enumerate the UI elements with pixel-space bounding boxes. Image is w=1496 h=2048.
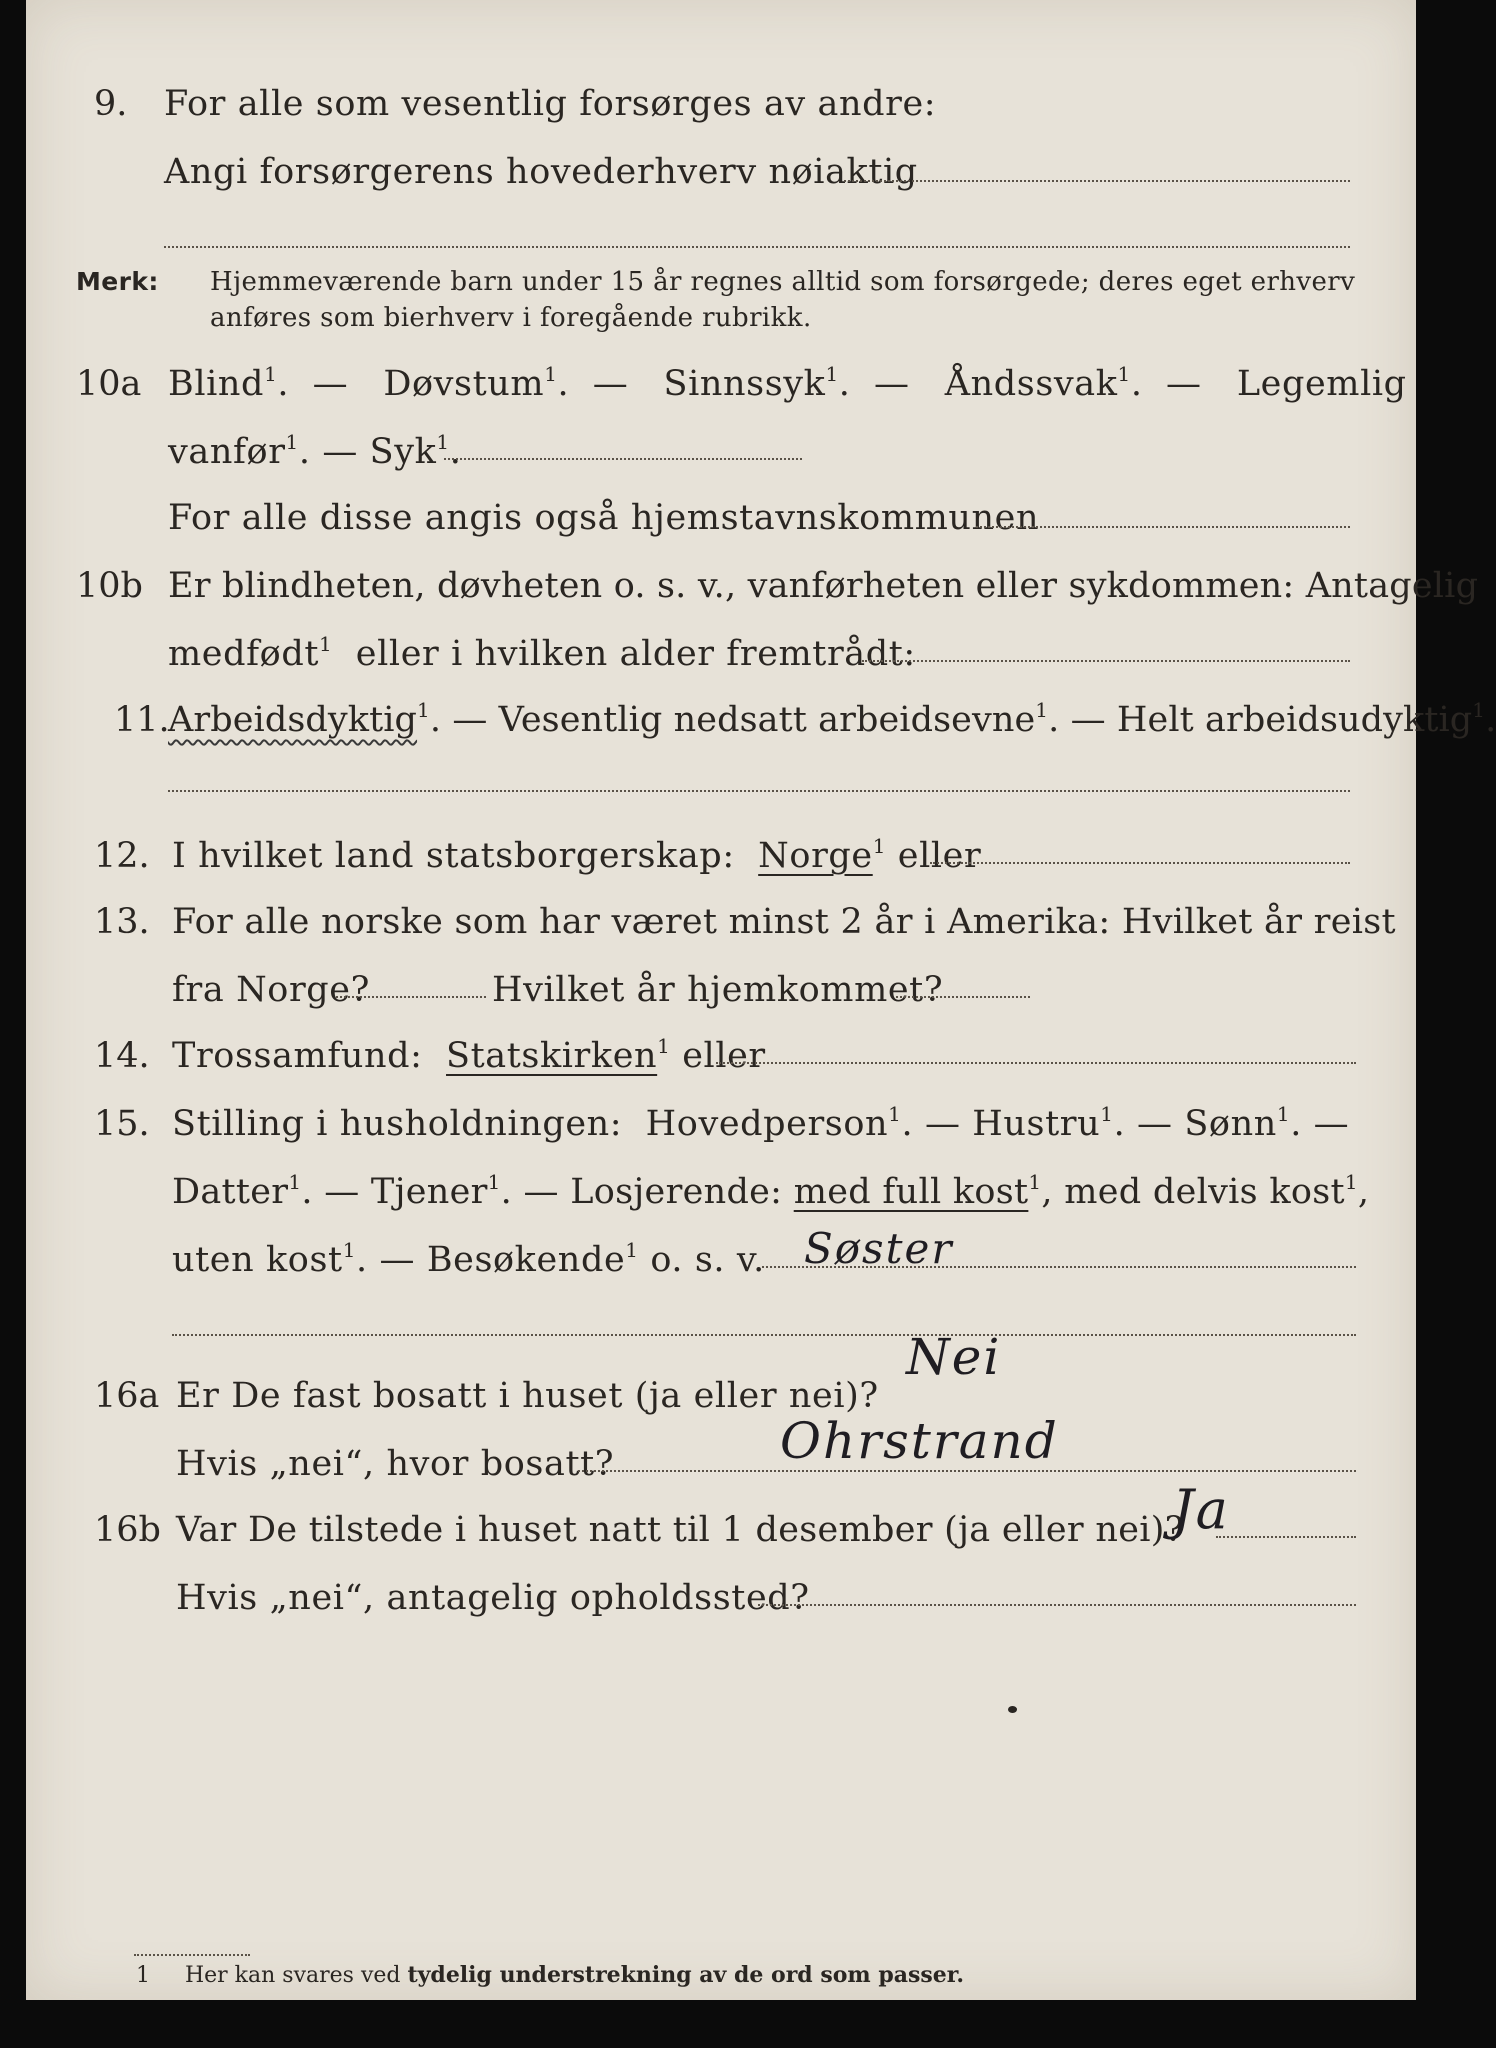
- q12-answer-line: [930, 862, 1350, 864]
- q11-options: Arbeidsdyktig$^1$. — Vesentlig nedsatt arbeidsevne$^1$. — Helt arbeidsudyktig$^1$.: [168, 698, 1496, 740]
- option-udyktig: Helt arbeidsudyktig: [1116, 700, 1473, 740]
- q10b-number: 10b: [76, 566, 143, 606]
- q14-suffix: eller: [682, 1036, 766, 1076]
- q12-prefix: I hvilket land statsborgerskap:: [172, 836, 735, 876]
- option-datter: Datter: [172, 1172, 289, 1212]
- option-syk: Syk: [369, 432, 437, 472]
- option-hustru: Hustru: [972, 1104, 1101, 1144]
- q15-prefix: Stilling i husholdningen:: [172, 1104, 623, 1144]
- footnote-mark: 1: [136, 1963, 150, 1988]
- q16a-question: Er De fast bosatt i huset (ja eller nei)?: [176, 1376, 879, 1416]
- q12-question: I hvilket land statsborgerskap: Norge$^1$ eller: [172, 834, 982, 876]
- q13-number: 13.: [94, 902, 150, 942]
- q9-number: 9.: [94, 84, 128, 124]
- q10b-answer-line: [862, 660, 1350, 662]
- option-medfodt: medfødt: [168, 634, 320, 674]
- q16b-answer-line-2: [758, 1604, 1356, 1606]
- q16b-handwritten-answer: Ja: [1172, 1478, 1230, 1541]
- q10b-question: Er blindheten, døvheten o. s. v., vanførheten eller sykdommen: Antagelig: [168, 566, 1479, 606]
- option-besokende: Besøkende: [426, 1240, 626, 1280]
- option-uten-kost: uten kost: [172, 1240, 343, 1280]
- q15-answer-line-2: [172, 1334, 1356, 1336]
- q16a-handwritten-answer-2: Ohrstrand: [780, 1412, 1059, 1470]
- option-full-kost: med full kost: [793, 1172, 1029, 1212]
- q15-options-2: Datter$^1$. — Tjener$^1$. — Losjerende: med full kost$^1$, med delvis kost$^1$,: [172, 1170, 1370, 1212]
- q16a-answer-line: [578, 1470, 1356, 1472]
- q10a-number: 10a: [76, 364, 142, 404]
- option-nedsatt: Vesentlig nedsatt arbeidsevne: [498, 700, 1036, 740]
- q15-options-3: uten kost$^1$. — Besøkende$^1$ o. s. v.: [172, 1238, 765, 1280]
- q12-number: 12.: [94, 836, 150, 876]
- option-blind: Blind: [168, 364, 265, 404]
- option-vanfor: vanfør: [168, 432, 286, 472]
- option-dovstum: Døvstum: [383, 364, 545, 404]
- q15-handwritten-answer: Søster: [804, 1224, 954, 1273]
- form-page: [26, 0, 1496, 2000]
- q9-answer-line-2: [164, 246, 1350, 248]
- option-sinnssyk: Sinnssyk: [663, 364, 826, 404]
- ink-spot: [1008, 1706, 1017, 1713]
- q16b-question-2: Hvis „nei“, antagelig opholdssted?: [176, 1578, 810, 1618]
- footnote-rule: [134, 1954, 250, 1956]
- q16a-number: 16a: [94, 1376, 160, 1416]
- q9-question: For alle som vesentlig forsørges av andre:: [164, 84, 937, 124]
- option-norge: Norge: [758, 836, 873, 876]
- q16b-question: Var De tilstede i huset natt til 1 desember (ja eller nei)?: [176, 1510, 1184, 1550]
- q9-subquestion: Angi forsørgerens hovederhverv nøiaktig: [164, 152, 918, 192]
- q15-losjerende: Losjerende:: [570, 1172, 783, 1212]
- footnote: [136, 1960, 964, 1991]
- q13-hjem-line: [896, 996, 1030, 998]
- q16a-handwritten-answer: Nei: [906, 1328, 1002, 1386]
- merk-note-line2: anføres som bierhverv i foregående rubrikk.: [210, 303, 812, 333]
- q15-number: 15.: [94, 1104, 150, 1144]
- q9-answer-line: [844, 180, 1350, 182]
- q14-answer-line: [716, 1062, 1356, 1064]
- option-delvis-kost: med delvis kost: [1064, 1172, 1345, 1212]
- q10a-options-2: vanfør$^1$. — Syk$^1$.: [168, 430, 462, 472]
- q16b-number: 16b: [94, 1510, 161, 1550]
- q14-number: 14.: [94, 1036, 150, 1076]
- q11-number: 11.: [114, 700, 170, 740]
- q10a-hjemstavn-line: [976, 526, 1350, 528]
- option-sonn: Sønn: [1184, 1104, 1277, 1144]
- option-andssvak: Åndssvak: [944, 364, 1118, 404]
- footnote-text-a: Her kan svares ved: [184, 1963, 401, 1988]
- q15-osv: o. s. v.: [650, 1240, 765, 1280]
- merk-label: Merk:: [76, 267, 159, 296]
- option-legemlig: Legemlig: [1236, 364, 1407, 404]
- footnote-text-b: tydelig understrekning av de ord som passer.: [407, 1962, 964, 1988]
- q10b-question-2: medfødt$^1$ eller i hvilken alder fremtrådt:: [168, 632, 916, 674]
- option-arbeidsdyktig: Arbeidsdyktig: [168, 700, 418, 740]
- q10a-syk-line: [444, 458, 802, 460]
- q10a-options: Blind$^1$. — Døvstum$^1$. — Sinnssyk$^1$. — Åndssvak$^1$. — Legemlig: [168, 362, 1407, 404]
- option-hovedperson: Hovedperson: [645, 1104, 889, 1144]
- q10a-hjemstavn: For alle disse angis også hjemstavnskommunen: [168, 498, 1040, 538]
- q16b-answer-line: [1216, 1536, 1356, 1538]
- q13-reist: fra Norge?: [172, 970, 370, 1010]
- option-tjener: Tjener: [370, 1172, 488, 1212]
- merk-note-line1: Hjemmeværende barn under 15 år regnes alltid som forsørgede; deres eget erhverv: [210, 267, 1356, 297]
- option-statskirken: Statskirken: [446, 1036, 658, 1076]
- q15-options-1: Stilling i husholdningen: Hovedperson$^1$. — Hustru$^1$. — Sønn$^1$. —: [172, 1102, 1350, 1144]
- q13-reist-line: [336, 996, 486, 998]
- q16a-question-2: Hvis „nei“, hvor bosatt?: [176, 1444, 615, 1484]
- q14-prefix: Trossamfund:: [172, 1036, 423, 1076]
- q13-question: For alle norske som har været minst 2 år i Amerika: Hvilket år reist: [172, 902, 1396, 942]
- q11-answer-line: [168, 790, 1350, 792]
- q12-suffix: eller: [897, 836, 982, 876]
- q14-question: Trossamfund: Statskirken$^1$ eller: [172, 1034, 766, 1076]
- q10b-alder: eller i hvilken alder fremtrådt:: [355, 634, 916, 674]
- q13-hjemkommet: Hvilket år hjemkommet?: [492, 970, 944, 1010]
